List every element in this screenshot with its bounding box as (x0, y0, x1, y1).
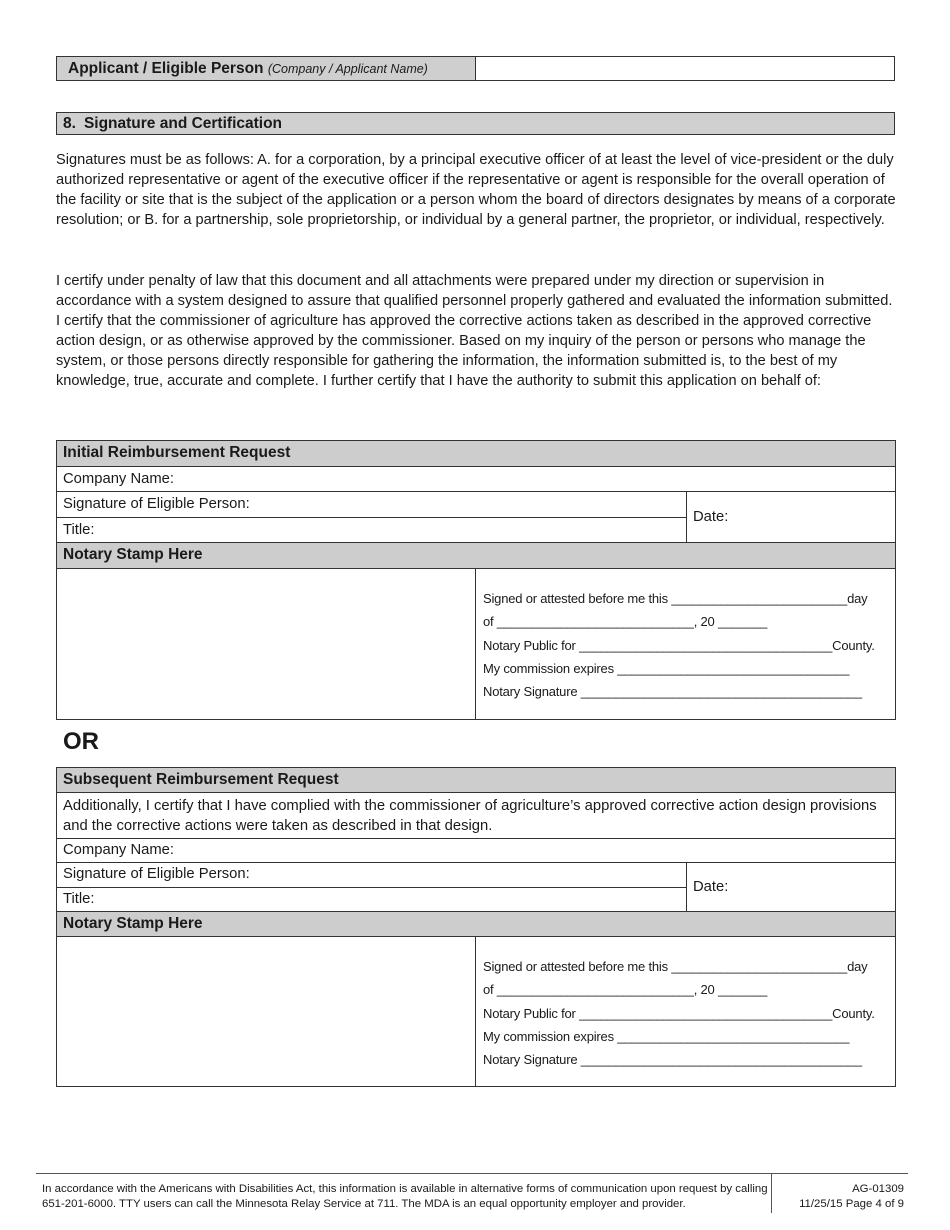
form-info (772, 1174, 908, 1213)
subsequent-certify-text: Additionally, I certify that I have complied with the commissioner of agriculture’s approved corrective action design provisions and the corrective actions were taken as described in that design. (57, 793, 895, 839)
subsequent-request-title: Subsequent Reimbursement Request (57, 768, 895, 793)
subsequent-notary-block (483, 955, 893, 1071)
initial-request-table (56, 440, 896, 720)
applicant-label-text: Applicant / Eligible Person (68, 60, 264, 77)
initial-notary-month-year-line[interactable]: of ____________________________, 20 _______ (483, 614, 768, 630)
initial-notary-header: Notary Stamp Here (57, 543, 895, 569)
signature-requirements-paragraph: Signatures must be as follows: A. for a corporation, by a principal executive officer of at least the level of vice-president or the duly authorized representative or agent of the executive officer if the representative or agent is responsible for the overall operation of the facility or site that is the subject of the application or a person whom the board of directors designates by means of a corporate resolution; or B. for a partnership, sole proprietorship, or individual by a general partner, the proprietor, or individual, respectively. (56, 152, 896, 228)
initial-notary-commission-line[interactable]: My commission expires _________________________________ (483, 660, 850, 676)
applicant-label (57, 57, 476, 80)
subsequent-notary-signature-line[interactable]: Notary Signature ________________________________________ (483, 1052, 862, 1068)
subsequent-notary-commission-line[interactable]: My commission expires _________________________________ (483, 1028, 850, 1044)
initial-company-name-field[interactable]: Company Name: (57, 467, 895, 492)
subsequent-notary-header: Notary Stamp Here (57, 912, 895, 937)
applicant-sublabel: (Company / Applicant Name) (267, 62, 428, 76)
initial-notary-block (483, 587, 893, 703)
initial-title-field[interactable]: Title: (57, 518, 686, 543)
form-id: AG-01309 (852, 1183, 904, 1195)
or-separator: OR (63, 728, 99, 755)
subsequent-notary-county-line[interactable]: Notary Public for ____________________________________County. (483, 1005, 875, 1021)
subsequent-company-name-field[interactable]: Company Name: (57, 839, 895, 863)
ada-notice (36, 1174, 772, 1213)
subsequent-signature-field[interactable]: Signature of Eligible Person: (57, 863, 686, 888)
section-title: Signature and Certification (83, 115, 283, 132)
initial-notary-signed-line[interactable]: Signed or attested before me this _________________________day (483, 591, 868, 606)
ada-notice-line-2: 651-201-6000. TTY users can call the Minnesota Relay Service at 711. The MDA is an equal opportunity employer and provider. (42, 1198, 686, 1210)
applicant-name-input[interactable] (476, 57, 894, 80)
ada-notice-line-1: In accordance with the Americans with Disabilities Act, this information is available in alternative forms of communication upon request by calling (42, 1183, 768, 1195)
initial-notary-signature-line[interactable]: Notary Signature ________________________________________ (483, 684, 862, 700)
applicant-field-row (56, 56, 895, 81)
certification-paragraph: I certify under penalty of law that this document and all attachments were prepared under my direction or supervision in accordance with a system designed to assure that qualified personnel properly gathered and evaluated the information submitted. I certify that the commissioner of agriculture has approved the corrective actions taken as described in the approved corrective action design, or as otherwise approved by the commissioner. Based on my inquiry of the person or persons who manage the system, or those persons directly responsible for gathering the information, the information submitted is, to the best of my knowledge, true, accurate and complete. I further certify that I have the authority to submit this application on behalf of: (56, 273, 893, 389)
section-number: 8. (63, 115, 76, 132)
initial-date-field[interactable]: Date: (686, 492, 895, 543)
page-footer (36, 1173, 908, 1213)
subsequent-title-field[interactable]: Title: (57, 888, 686, 912)
subsequent-notary-stamp-area[interactable] (57, 937, 476, 1086)
section-header (56, 112, 895, 135)
subsequent-request-table (56, 767, 896, 1087)
initial-signature-field[interactable]: Signature of Eligible Person: (57, 492, 686, 518)
initial-notary-county-line[interactable]: Notary Public for ____________________________________County. (483, 637, 875, 653)
subsequent-notary-month-year-line[interactable]: of ____________________________, 20 _______ (483, 982, 768, 998)
form-date-page: 11/25/15 Page 4 of 9 (799, 1198, 904, 1210)
initial-request-title: Initial Reimbursement Request (57, 441, 895, 467)
initial-notary-stamp-area[interactable] (57, 569, 476, 719)
subsequent-date-field[interactable]: Date: (686, 863, 895, 912)
subsequent-notary-signed-line[interactable]: Signed or attested before me this _________________________day (483, 959, 868, 974)
